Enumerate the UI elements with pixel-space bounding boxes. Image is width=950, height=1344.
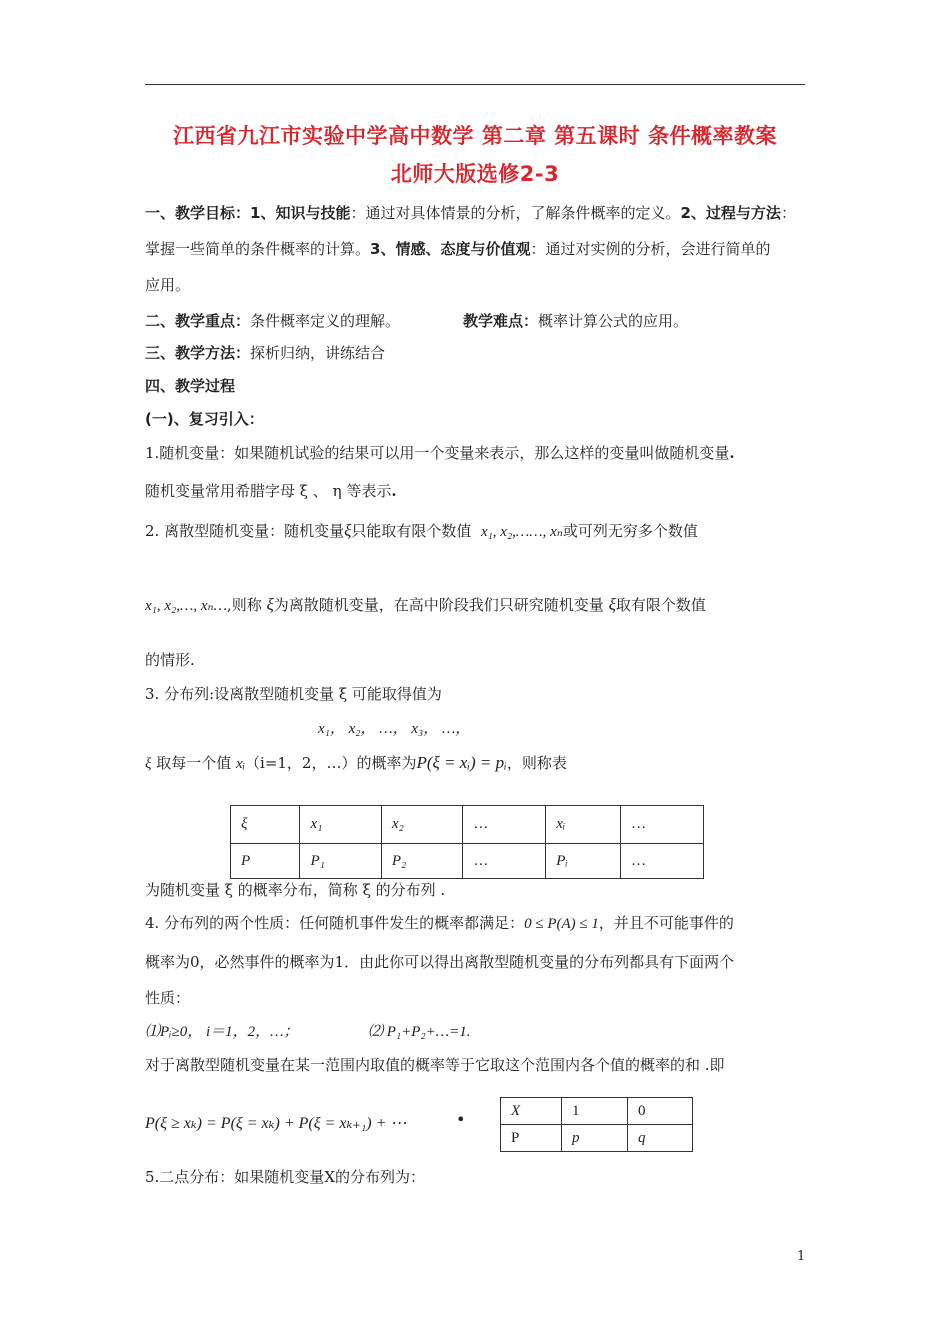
objective-knowledge-text: ：通过对具体情景的分析，了解条件概率的定义。 (350, 204, 681, 222)
table-cell: 1 (562, 1098, 628, 1125)
para1-text-b: 随机变量常用希腊字母 ξ 、 η 等表示 (145, 482, 392, 500)
review-heading: (一)、复习引入： (145, 410, 264, 428)
para2-text-c: 或可列无穷多个数值 (562, 522, 698, 540)
table-row (501, 1098, 693, 1125)
para3-values: x₁， x₂， …， x₃， …， (318, 721, 471, 737)
table-cell: x₁ (300, 806, 381, 844)
para4-line1 (145, 912, 734, 933)
objectives-line-1 (145, 202, 796, 223)
focus-heading: 二、教学重点： (145, 312, 251, 330)
focus-line (145, 310, 400, 331)
probability-inequality: 0 ≤ P(A) ≤ 1 (524, 916, 599, 932)
para4-text-a: 4. 分布列的两个性质：任何随机事件发生的概率都满足： (145, 914, 525, 932)
probability-formula: P(ξ = xᵢ) = pᵢ (416, 753, 507, 772)
objectives-line-2 (145, 238, 770, 259)
table-cell: P (231, 844, 300, 879)
focus-text: 条件概率定义的理解。 (250, 312, 401, 330)
difficulty-text: 概率计算公式的应用。 (538, 312, 689, 330)
objective-knowledge-label: 1、知识与技能 (250, 204, 351, 222)
para2-text-a: 2. 离散型随机变量：随机变量 (145, 522, 345, 540)
two-point-table (500, 1097, 693, 1152)
table-row (501, 1125, 693, 1152)
objective-process-label: 2、过程与方法 (680, 204, 781, 222)
table-cell: … (463, 806, 546, 844)
method-heading: 三、教学方法： (145, 344, 251, 362)
para2-line1 (145, 520, 698, 541)
table-cell: q (628, 1125, 693, 1152)
page-number: 1 (797, 1249, 806, 1264)
method-line (145, 342, 385, 363)
objective-emotion-text: ：通过对实例的分析，会进行简单的 (530, 240, 771, 258)
para2-line3: 的情形. (145, 651, 195, 669)
table-cell: 0 (628, 1098, 693, 1125)
objective-process-text: 掌握一些简单的条件概率的计算。 (145, 240, 371, 258)
table-cell: xᵢ (546, 806, 621, 844)
para3-after: 为随机变量 ξ 的概率分布，简称 ξ 的分布列 . (145, 881, 446, 899)
para4-text-b: ，并且不可能事件的 (598, 914, 734, 932)
para2-text-f: 取有限个数值 (615, 596, 706, 614)
objectives-heading: 一、教学目标： (145, 204, 251, 222)
table-cell: ξ (231, 806, 300, 844)
formula-dot: • (456, 1110, 466, 1129)
para3-text-b4: ，则称表 (506, 754, 567, 772)
para1-text-a: 1.随机变量：如果随机试验的结果可以用一个变量来表示，那么这样的变量叫做随机变量 (145, 444, 730, 462)
para1-line1: 1.随机变量：如果随机试验的结果可以用一个变量来表示，那么这样的变量叫做随机变量. (145, 444, 735, 462)
property-1: ⑴Pᵢ≥0， i＝1，2，…； (145, 1024, 299, 1040)
table-row (231, 806, 704, 844)
table-cell: P (501, 1125, 562, 1152)
para4-line3: 性质： (145, 989, 191, 1007)
infinite-values-formula: x₁, x₂,…, xₙ… (145, 598, 227, 614)
para4-line2: 概率为0，必然事件的概率为1．由此你可以得出离散型随机变量的分布列都具有下面两个 (145, 953, 735, 971)
para2-text-b: 只能取有限个数值 (351, 522, 472, 540)
document-subtitle: 北师大版选修2-3 (390, 162, 560, 186)
process-heading: 四、教学过程 (145, 377, 236, 395)
table-cell: … (621, 806, 704, 844)
para2-text-e: 为离散随机变量，在高中阶段我们只研究随机变量 (273, 596, 604, 614)
para3-line2 (145, 752, 567, 773)
xi-symbol: ξ (145, 756, 152, 772)
difficulty-line (463, 310, 688, 331)
para1-line2: 随机变量常用希腊字母 ξ 、 η 等表示. (145, 482, 397, 500)
para3-text-b3: （i=1，2，…）的概率为 (245, 754, 417, 772)
objectives-line-3: 应用。 (145, 276, 191, 294)
distribution-table (230, 805, 704, 879)
objective-process-colon: ： (780, 204, 796, 222)
table-cell: … (463, 844, 546, 879)
para3-text-b2: 取每一个值 (151, 754, 236, 772)
para5-line: 5.二点分布：如果随机变量X的分布列为： (145, 1168, 425, 1186)
para3-line1: 3. 分布列:设离散型随机变量 ξ 可能取得值为 (145, 685, 442, 703)
para2-text-d: ,则称 (226, 596, 262, 614)
finite-values-formula: x₁, x₂,……, xₙ (480, 524, 563, 540)
para2-line2 (145, 594, 706, 615)
objective-emotion-label: 3、情感、态度与价值观 (370, 240, 531, 258)
document-title: 江西省九江市实验中学高中数学 第二章 第五课时 条件概率教案 (173, 124, 777, 148)
method-text: 探析归纳，讲练结合 (250, 344, 386, 362)
table-cell: P₂ (381, 844, 462, 879)
table-cell: x₂ (381, 806, 462, 844)
table-cell: P₁ (300, 844, 381, 879)
header-rule (145, 84, 805, 85)
table-cell: Pᵢ (546, 844, 621, 879)
property-2: ⑵ P₁+P₂+…=1. (368, 1024, 471, 1040)
table-cell: … (621, 844, 704, 879)
xi-value-symbol: xᵢ (235, 756, 246, 772)
xi-symbol: ξ (344, 521, 352, 540)
table-row (231, 844, 704, 879)
para4-line4: 对于离散型随机变量在某一范围内取值的概率等于它取这个范围内各个值的概率的和 .即 (145, 1056, 725, 1074)
xi-symbol: ξ (608, 595, 616, 614)
difficulty-heading: 教学难点： (463, 312, 539, 330)
table-cell: X (501, 1098, 562, 1125)
table-cell: p (562, 1125, 628, 1152)
range-probability-formula: P(ξ ≥ xₖ) = P(ξ = xₖ) + P(ξ = xₖ₊₁) + ⋯ (145, 1115, 407, 1132)
xi-symbol: ξ (266, 595, 274, 614)
